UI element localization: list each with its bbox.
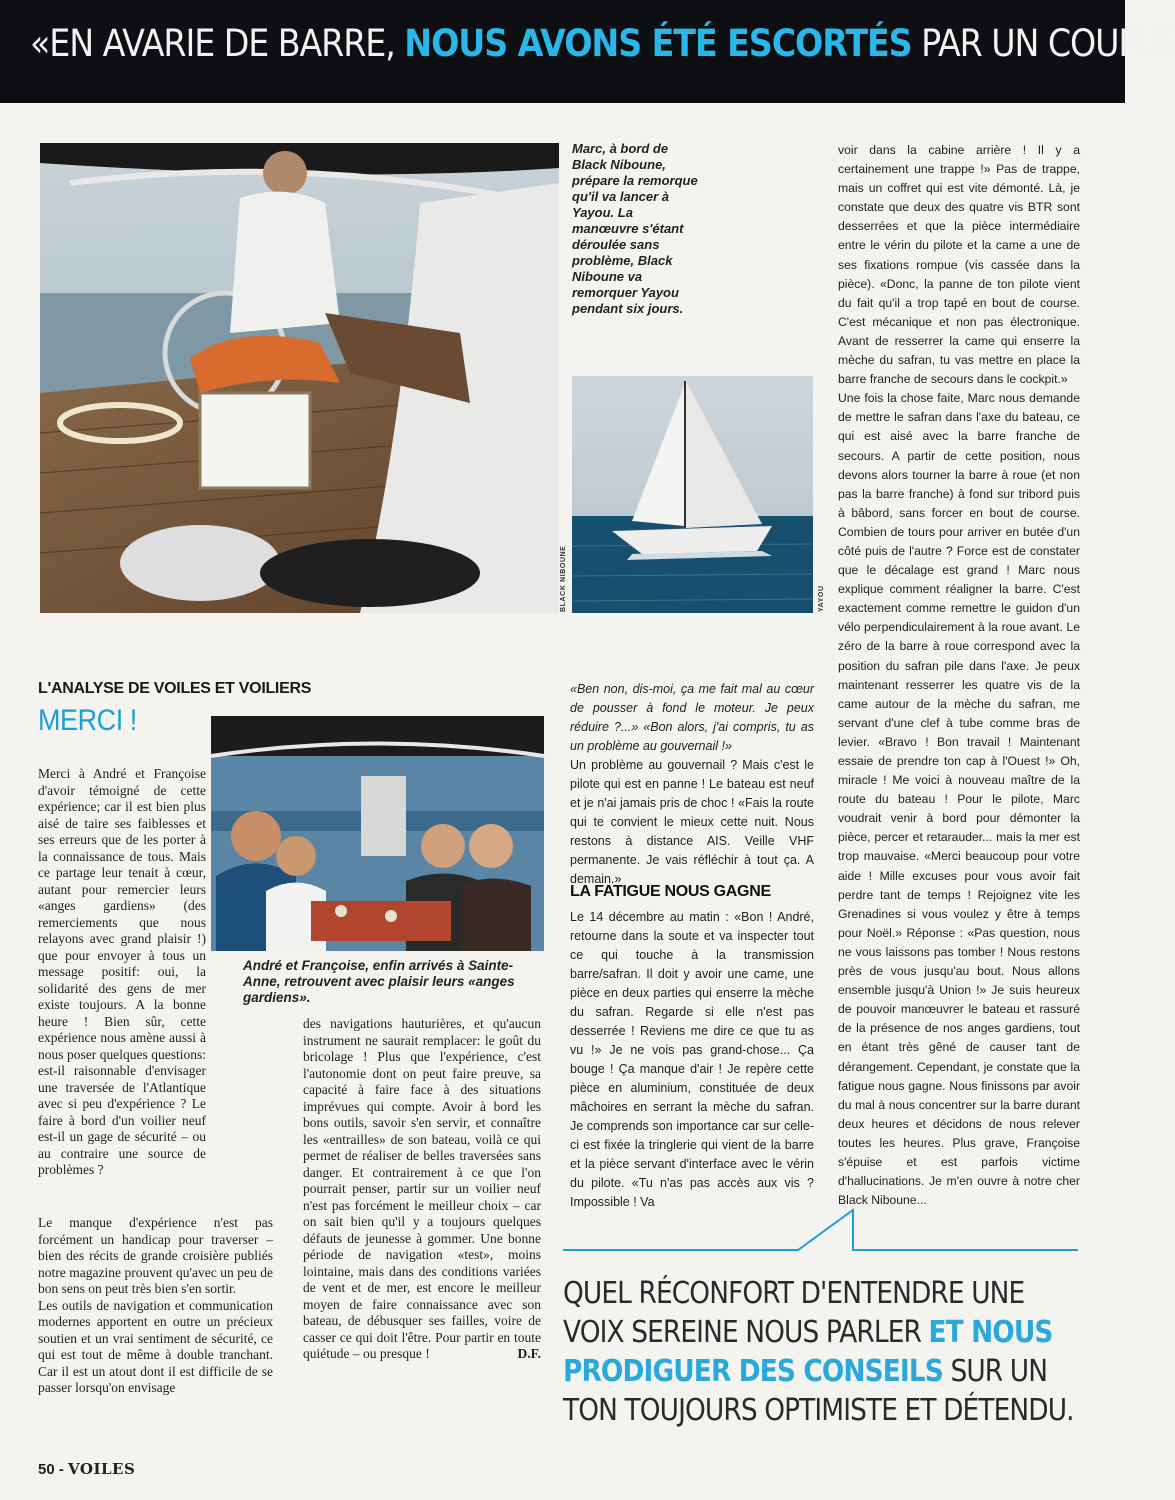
header-quote	[30, 22, 1175, 65]
magazine-brand: VOILES	[68, 1460, 136, 1478]
box-signature: D.F.	[517, 1346, 541, 1361]
box-left-paragraph-1: Merci à André et Françoise d'avoir témoigné de cette expérience; car il est bien plus aisé de taire ses faiblesses et ses erreurs que de les porter à la connaissance de tous. Mais ce partage leur tenait à cœur, autant pour remercier leurs «anges gardiens» (des remerciements que nous relayons avec grand plaisir !) que pour envoyer à tous un message positif: oui, la solidarité des gens de mer existe toujours. A la bonne heure ! Bien sûr, cette expérience nous amène aussi à nous poser quelques questions: est-il raisonnable d'envisager une traversée de l'Atlantique avec si peu d'expérience ? Le faire à bord d'un voilier neuf est-il un gage de sécurité – ou au contraire une source de problèmes ?	[38, 766, 206, 1177]
pullquote	[563, 1274, 1074, 1430]
main-photo-caption: Marc, à bord de Black Niboune, prépare la remorque qu'il va lancer à Yayou. La manœuvre s'étant déroulée sans problème, Black Niboune va remorquer Yayou pendant six jours.	[572, 141, 698, 316]
pullquote-line-2-a: VOIX SEREINE NOUS PARLER	[563, 1315, 929, 1350]
article-mid-paragraph-2: Un problème au gouvernail ? Mais c'est le pilote qui est en panne ! Le bateau est neuf et je n'ai jamais pris de choc ! «Fais la route qui te convient le mieux cette nuit. Nous restons à distance AIS. Veille VHF permanente. Je vais réfléchir à tout ça. A demain.»	[570, 758, 814, 886]
article-right-paragraph-1: voir dans la cabine arrière ! Il y a certainement une trappe !» Pas de trappe, mais un coffret qui est vite démonté. Là, je constate que deux des quatre vis BTR sont desserrées et que la pièce intermédiaire entre le vérin du pilote et la came a une de ses fixations rompue (vis cassée dans la pièce). «Donc, la panne de ton pilote vient du fait qu'il a trop tapé en bout de course. C'est mécanique et non pas électronique. Avant de resserrer la came qui enserre la mèche du safran, tu vas mettre en place la barre franche de secours dans le cockpit.»	[838, 143, 1080, 387]
article-subhead: LA FATIGUE NOUS GAGNE	[570, 883, 771, 900]
crew-photo-caption: André et Françoise, enfin arrivés à Sainte-Anne, retrouvent avec plaisir leurs «anges gardiens».	[243, 958, 515, 1005]
header-quote-part1: «EN AVARIE DE BARRE,	[30, 22, 405, 65]
article-column-middle-bottom	[570, 908, 814, 1212]
pullquote-line-3	[563, 1352, 1048, 1391]
pullquote-line-4: TON TOUJOURS OPTIMISTE ET DÉTENDU.	[563, 1393, 1074, 1428]
article-column-middle-top	[570, 680, 814, 889]
main-photo	[40, 143, 559, 613]
sailboat-photo-credit-right: YAYOU	[818, 585, 825, 612]
pullquote-line-2-highlight: ET NOUS	[928, 1315, 1053, 1350]
pullquote-rule	[563, 1205, 1078, 1255]
header-quote-part3: PAR UN COUPLE	[911, 22, 1175, 65]
page-number: 50 -	[38, 1461, 69, 1478]
pullquote-line-1: QUEL RÉCONFORT D'ENTENDRE UNE	[563, 1276, 1025, 1311]
crew-photo	[211, 716, 544, 951]
page-folio	[38, 1460, 135, 1478]
pullquote-line-3-highlight: PRODIGUER DES CONSEILS	[563, 1354, 943, 1389]
article-mid-paragraph-3: Le 14 décembre au matin : «Bon ! André, retourne dans la soute et va inspecter tout ce qui touche à la transmission barre/safran. Il doit y avoir une came, une pièce en deux parties qui enserre la mèche du safran. Regarde si elle n'est pas desserrée ! Reviens me dire ce que tu as vu !» Je ne vois pas grand-chose... Ça bouge ! Ça manque d'air ! Je repère cette pièce en aluminium, constituée de deux mâchoires en serrant la mèche du safran. Je comprends son importance car sur celle-ci est fixée la tringlerie qui vient de la barre et la pièce servant d'interface avec le vérin du pilote. «Tu n'as pas accès aux vis ? Impossible ! Va	[570, 910, 814, 1209]
box-left-paragraph-3: Les outils de navigation et communication modernes apportent en outre un précieux soutien et un vrai sentiment de sécurité, ce qui est tout de même à double tranchant. Car il est un atout dont il est difficile de se passer lorsqu'on envisage	[38, 1297, 273, 1395]
sailboat-photo	[572, 376, 813, 613]
box-column-right	[303, 1016, 541, 1363]
pullquote-line-2	[563, 1313, 1053, 1352]
box-label: L'ANALYSE DE VOILES ET VOILIERS	[38, 680, 312, 697]
article-mid-paragraph-1: «Ben non, dis-moi, ça me fait mal au cœur de pousser à fond le moteur. Je peux réduire ?...» «Bon alors, j'ai compris, tu as un problème au gouvernail !»	[570, 682, 814, 753]
header-quote-highlight: NOUS AVONS ÉTÉ ESCORTÉS	[404, 22, 912, 65]
box-left-paragraph-2: Le manque d'expérience n'est pas forcément un handicap pour traverser – bien des récits de grande croisière publiés notre magazine prouvent qu'avec un peu de bon sens on peut très bien s'en sortir.	[38, 1215, 273, 1296]
article-right-paragraph-2: Une fois la chose faite, Marc nous demande de mettre le safran dans l'axe du bateau, ce qui est aisé avec la barre franche de secours. A partir de cette position, nous devons alors tourner la barre à roue (et non pas la barre franche) à fond sur tribord puis à bâbord, sans forcer en bout de course. Combien de tours pour arriver en butée d'un côté puis de l'autre ? Force est de constater que le décalage est grand ! Marc nous explique comment réaligner la barre. C'est exactement comme remettre le guidon d'un vélo perpendiculairement à la roue avant. Le zéro de la barre à roue correspond avec la position du safran pile dans l'axe. Je peux maintenant resserrer les quatre vis de la came autour de la mèche du safran, me servant d'une clef à tube comme bras de levier. «Bravo ! Bon travail ! Maintenant essaie de prendre ton cap à l'Ouest !» Oh, miracle ! Me voici à nouveau maître de la route du bateau ! Pour le pilote, Marc voudrait venir à bord pour démonter la pièce, percer et retarauder... mais la mer est trop mauvaise. «Merci beaucoup pour votre aide ! Mille excuses pour vous avoir fait perdre tant de temps ! Rejoignez vite les Grenadines si vous voulez y être à temps pour Noël.» Réponse : «Pas question, nous ne vous laissons pas tomber ! Nous restons près de vous jusqu'au bout. Nous allons ensemble jusqu'à Union !» Je suis heureux de pouvoir manœuvrer le bateau et rassuré de la présence de nos anges gardiens, tout en étant très gêné de causer tant de dérangement. Cependant, je constate que la fatigue nous gagne. Nous finissons par avoir du mal à nous concentrer sur la barre durant deux heures et décidons de nous relever toutes les heures. Plus grave, Françoise s'épuise et est parfois victime d'hallucinations. Je m'en ouvre à notre cher Black Niboune...	[838, 391, 1080, 1208]
box-right-paragraph-1: des navigations hauturières, et qu'aucun instrument ne saurait remplacer: le goût du bricolage ! Plus que l'expérience, c'est l'autonomie dont on peut faire preuve, sa capacité à faire face à des situations imprévues qui compte. Avoir à bord les bons outils, savoir s'en servir, et connaître les «entrailles» de son bateau, voilà ce qui permet de réaliser de belles traversées sans danger. Et contrairement à ce que l'on pourrait penser, partir sur un voilier neuf n'est pas forcément le meilleur choix – car on sait bien qu'il y a toujours quelques défauts de jeunesse à gommer. Une bonne période de navigation «test», moins lointaine, mais dans des conditions variées de vent et de mer, est encore le meilleur moyen de faire connaissance avec son bateau, de débusquer ses failles, voire de casser ce qui doit l'être. Pour partir en toute quiétude – ou presque !	[303, 1016, 541, 1361]
box-title: MERCI !	[38, 704, 137, 737]
article-column-right	[838, 141, 1080, 1210]
pullquote-line-3-b: SUR UN	[942, 1354, 1048, 1389]
box-column-left	[38, 766, 206, 1177]
box-column-left-bottom	[38, 1215, 273, 1397]
sailboat-photo-credit-left: BLACK NIBOUNE	[560, 545, 567, 612]
header-banner	[0, 0, 1175, 103]
